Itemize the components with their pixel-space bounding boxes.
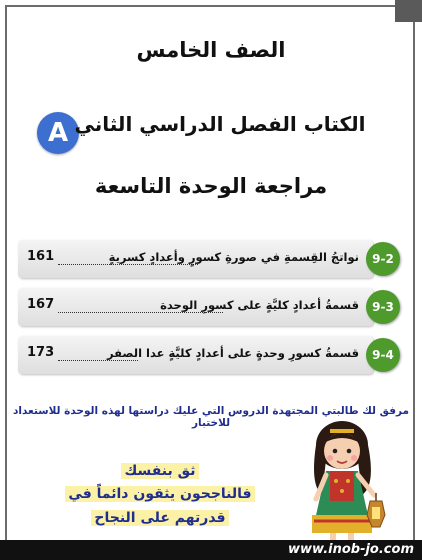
lesson-row-9-4[interactable] bbox=[18, 336, 373, 374]
lesson-code-9-2: 9-2 bbox=[366, 242, 400, 276]
unit-title: مراجعة الوحدة التاسعة bbox=[94, 174, 328, 198]
lesson-page: 161 bbox=[27, 249, 55, 264]
quote-line-3: قدرتهم على النجاح bbox=[55, 510, 265, 526]
lesson-title: نواتجُ القِسمةِ في صورةِ كسورٍ وأعدادٍ كسريةٍ bbox=[108, 250, 359, 264]
corner-tab bbox=[395, 0, 422, 22]
lesson-row-9-3[interactable] bbox=[18, 288, 373, 326]
lesson-page: 173 bbox=[27, 345, 55, 360]
grade-title: الصف الخامس bbox=[136, 38, 286, 62]
study-note: مرفق لك طالبتي المجتهدة الدروس التي عليك دراستها لهذه الوحدة للاستعداد للاختبار bbox=[12, 405, 409, 429]
lesson-title: قسمةُ أعدادٍ كليَّةٍ على كسورِ الوحدة bbox=[160, 298, 359, 312]
footer-bar bbox=[0, 540, 422, 560]
lesson-code-9-3: 9-3 bbox=[366, 290, 400, 324]
book-title: الكتاب الفصل الدراسي الثاني bbox=[74, 112, 366, 136]
quote-line-2: فالناجحون يثقون دائماً في bbox=[55, 486, 265, 502]
lesson-row-9-2[interactable] bbox=[18, 240, 373, 278]
girl-mascot-icon bbox=[300, 415, 395, 545]
lesson-title: قسمةُ كسورِ وحدةٍ على أعدادٍ كليَّةٍ عدا الصفر bbox=[106, 346, 359, 360]
lesson-code-9-4: 9-4 bbox=[366, 338, 400, 372]
lesson-page: 167 bbox=[27, 297, 55, 312]
site-url[interactable]: www.inob-jo.com bbox=[288, 542, 414, 557]
semester-badge: A bbox=[37, 112, 79, 154]
quote-line-1: ثق بنفسك bbox=[55, 463, 265, 479]
